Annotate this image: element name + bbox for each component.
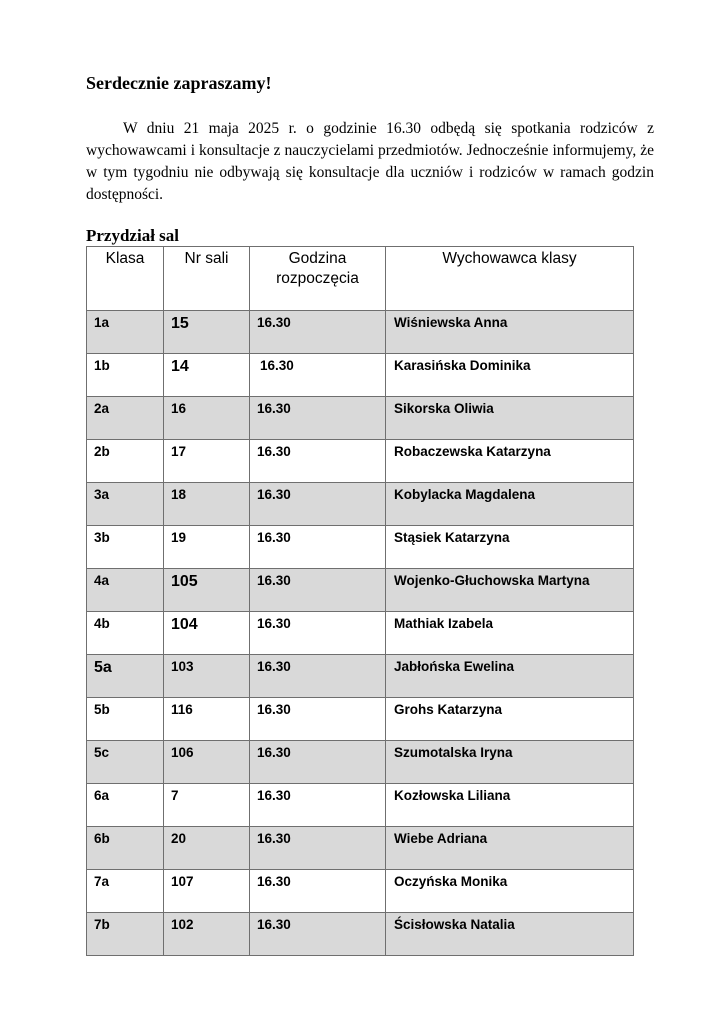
cell-klasa: 2a [87, 397, 164, 440]
cell-godzina: 16.30 [250, 612, 386, 655]
cell-klasa: 5c [87, 741, 164, 784]
cell-sala: 105 [164, 569, 250, 612]
cell-sala: 20 [164, 827, 250, 870]
room-assignment-table [86, 246, 634, 956]
cell-klasa: 1b [87, 354, 164, 397]
cell-klasa: 5b [87, 698, 164, 741]
cell-godzina: 16.30 [250, 311, 386, 354]
table-row [87, 440, 634, 483]
cell-wychowawca: Stąsiek Katarzyna [386, 526, 634, 569]
table-row [87, 397, 634, 440]
cell-klasa: 5a [87, 655, 164, 698]
cell-wychowawca: Szumotalska Iryna [386, 741, 634, 784]
cell-wychowawca: Ścisłowska Natalia [386, 913, 634, 956]
cell-godzina: 16.30 [250, 741, 386, 784]
table-row [87, 354, 634, 397]
cell-wychowawca: Kozłowska Liliana [386, 784, 634, 827]
cell-wychowawca: Robaczewska Katarzyna [386, 440, 634, 483]
cell-godzina: 16.30 [250, 827, 386, 870]
cell-sala: 17 [164, 440, 250, 483]
cell-godzina: 16.30 [250, 913, 386, 956]
cell-wychowawca: Oczyńska Monika [386, 870, 634, 913]
cell-sala: 103 [164, 655, 250, 698]
cell-sala: 106 [164, 741, 250, 784]
cell-klasa: 1a [87, 311, 164, 354]
cell-sala: 19 [164, 526, 250, 569]
cell-godzina: 16.30 [250, 483, 386, 526]
cell-godzina: 16.30 [250, 870, 386, 913]
table-row [87, 698, 634, 741]
table-row [87, 784, 634, 827]
invitation-paragraph: W dniu 21 maja 2025 r. o godzinie 16.30 odbędą się spotkania rodziców z wychowawcami i konsultacje z nauczycielami przedmiotów. Jednocześnie informujemy, że w tym tygodniu nie odbywają się konsultacje dla uczniów i rodziców w ramach godzin dostępności. [86, 120, 654, 203]
cell-klasa: 4a [87, 569, 164, 612]
table-row [87, 526, 634, 569]
cell-klasa: 6a [87, 784, 164, 827]
cell-wychowawca: Sikorska Oliwia [386, 397, 634, 440]
cell-wychowawca: Jabłońska Ewelina [386, 655, 634, 698]
cell-klasa: 2b [87, 440, 164, 483]
cell-godzina: 16.30 [250, 440, 386, 483]
table-row [87, 569, 634, 612]
table-header-row [87, 247, 634, 311]
table-row [87, 827, 634, 870]
header-wychowawca: Wychowawca klasy [386, 247, 634, 311]
cell-wychowawca: Karasińska Dominika [386, 354, 634, 397]
cell-wychowawca: Grohs Katarzyna [386, 698, 634, 741]
table-row [87, 870, 634, 913]
cell-klasa: 7b [87, 913, 164, 956]
cell-godzina: 16.30 [250, 354, 386, 397]
header-nr-sali: Nr sali [164, 247, 250, 311]
cell-sala: 16 [164, 397, 250, 440]
cell-sala: 116 [164, 698, 250, 741]
cell-godzina: 16.30 [250, 569, 386, 612]
cell-godzina: 16.30 [250, 655, 386, 698]
cell-sala: 102 [164, 913, 250, 956]
cell-godzina: 16.30 [250, 784, 386, 827]
cell-godzina: 16.30 [250, 698, 386, 741]
cell-klasa: 3b [87, 526, 164, 569]
page-heading: Serdecznie zapraszamy! [86, 73, 272, 93]
header-godzina: Godzina rozpoczęcia [250, 247, 386, 311]
cell-sala: 104 [164, 612, 250, 655]
table-row [87, 483, 634, 526]
table-row [87, 612, 634, 655]
cell-klasa: 4b [87, 612, 164, 655]
cell-wychowawca: Wiebe Adriana [386, 827, 634, 870]
cell-wychowawca: Kobylacka Magdalena [386, 483, 634, 526]
section-title: Przydział sal [86, 226, 180, 245]
cell-godzina: 16.30 [250, 397, 386, 440]
cell-wychowawca: Wiśniewska Anna [386, 311, 634, 354]
cell-sala: 14 [164, 354, 250, 397]
cell-klasa: 3a [87, 483, 164, 526]
cell-sala: 7 [164, 784, 250, 827]
table-row [87, 311, 634, 354]
cell-klasa: 6b [87, 827, 164, 870]
cell-klasa: 7a [87, 870, 164, 913]
table-row [87, 741, 634, 784]
header-klasa: Klasa [87, 247, 164, 311]
cell-sala: 107 [164, 870, 250, 913]
table-row [87, 655, 634, 698]
cell-godzina: 16.30 [250, 526, 386, 569]
cell-sala: 18 [164, 483, 250, 526]
cell-wychowawca: Mathiak Izabela [386, 612, 634, 655]
cell-sala: 15 [164, 311, 250, 354]
table-row [87, 913, 634, 956]
cell-wychowawca: Wojenko-Głuchowska Martyna [386, 569, 634, 612]
